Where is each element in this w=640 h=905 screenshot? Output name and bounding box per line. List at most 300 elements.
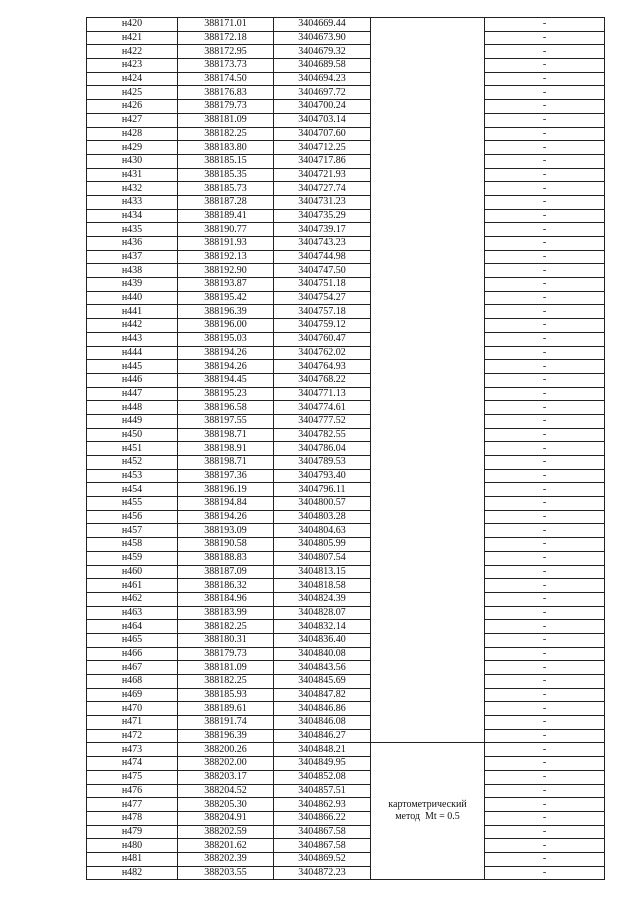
table-row xyxy=(87,579,605,593)
y-coordinate-cell: 3404721.93 xyxy=(274,168,371,182)
point-name-cell: н439 xyxy=(87,278,178,292)
x-coordinate-cell: 388188.83 xyxy=(178,551,274,565)
point-name-cell: н447 xyxy=(87,387,178,401)
accuracy-mark-cell: - xyxy=(485,538,605,552)
y-coordinate-cell: 3404673.90 xyxy=(274,31,371,45)
y-coordinate-cell: 3404805.99 xyxy=(274,538,371,552)
accuracy-mark-cell: - xyxy=(485,250,605,264)
table-row xyxy=(87,729,605,743)
point-name-cell: н475 xyxy=(87,770,178,784)
x-coordinate-cell: 388179.73 xyxy=(178,647,274,661)
point-name-cell: н432 xyxy=(87,182,178,196)
point-name-cell: н458 xyxy=(87,538,178,552)
accuracy-mark-cell: - xyxy=(485,305,605,319)
x-coordinate-cell: 388196.39 xyxy=(178,729,274,743)
table-row xyxy=(87,291,605,305)
accuracy-mark-cell: - xyxy=(485,72,605,86)
y-coordinate-cell: 3404762.02 xyxy=(274,346,371,360)
y-coordinate-cell: 3404846.08 xyxy=(274,716,371,730)
point-name-cell: н460 xyxy=(87,565,178,579)
point-name-cell: н463 xyxy=(87,606,178,620)
y-coordinate-cell: 3404760.47 xyxy=(274,332,371,346)
table-row xyxy=(87,702,605,716)
x-coordinate-cell: 388180.31 xyxy=(178,633,274,647)
point-name-cell: н466 xyxy=(87,647,178,661)
x-coordinate-cell: 388176.83 xyxy=(178,86,274,100)
y-coordinate-cell: 3404824.39 xyxy=(274,592,371,606)
table-row xyxy=(87,538,605,552)
x-coordinate-cell: 388174.50 xyxy=(178,72,274,86)
y-coordinate-cell: 3404849.95 xyxy=(274,757,371,771)
accuracy-mark-cell: - xyxy=(485,428,605,442)
point-name-cell: н427 xyxy=(87,113,178,127)
table-row xyxy=(87,866,605,880)
table-row xyxy=(87,182,605,196)
table-row xyxy=(87,346,605,360)
table-row xyxy=(87,469,605,483)
y-coordinate-cell: 3404754.27 xyxy=(274,291,371,305)
table-row xyxy=(87,483,605,497)
x-coordinate-cell: 388185.93 xyxy=(178,688,274,702)
x-coordinate-cell: 388185.73 xyxy=(178,182,274,196)
y-coordinate-cell: 3404786.04 xyxy=(274,442,371,456)
x-coordinate-cell: 388192.13 xyxy=(178,250,274,264)
y-coordinate-cell: 3404862.93 xyxy=(274,798,371,812)
accuracy-mark-cell: - xyxy=(485,839,605,853)
point-name-cell: н462 xyxy=(87,592,178,606)
x-coordinate-cell: 388198.71 xyxy=(178,456,274,470)
accuracy-mark-cell: - xyxy=(485,811,605,825)
accuracy-mark-cell: - xyxy=(485,86,605,100)
point-name-cell: н421 xyxy=(87,31,178,45)
y-coordinate-cell: 3404800.57 xyxy=(274,497,371,511)
x-coordinate-cell: 388200.26 xyxy=(178,743,274,757)
point-name-cell: н473 xyxy=(87,743,178,757)
accuracy-mark-cell: - xyxy=(485,784,605,798)
point-name-cell: н438 xyxy=(87,264,178,278)
y-coordinate-cell: 3404813.15 xyxy=(274,565,371,579)
x-coordinate-cell: 388204.52 xyxy=(178,784,274,798)
x-coordinate-cell: 388183.99 xyxy=(178,606,274,620)
x-coordinate-cell: 388195.03 xyxy=(178,332,274,346)
accuracy-mark-cell: - xyxy=(485,141,605,155)
y-coordinate-cell: 3404669.44 xyxy=(274,18,371,32)
point-name-cell: н429 xyxy=(87,141,178,155)
y-coordinate-cell: 3404707.60 xyxy=(274,127,371,141)
x-coordinate-cell: 388181.09 xyxy=(178,661,274,675)
point-name-cell: н480 xyxy=(87,839,178,853)
table-row xyxy=(87,811,605,825)
point-name-cell: н422 xyxy=(87,45,178,59)
table-row xyxy=(87,278,605,292)
x-coordinate-cell: 388195.23 xyxy=(178,387,274,401)
table-row xyxy=(87,675,605,689)
point-name-cell: н446 xyxy=(87,373,178,387)
table-row xyxy=(87,414,605,428)
accuracy-mark-cell: - xyxy=(485,497,605,511)
y-coordinate-cell: 3404689.58 xyxy=(274,59,371,73)
table-row xyxy=(87,59,605,73)
accuracy-mark-cell: - xyxy=(485,688,605,702)
accuracy-mark-cell: - xyxy=(485,647,605,661)
accuracy-mark-cell: - xyxy=(485,620,605,634)
y-coordinate-cell: 3404867.58 xyxy=(274,825,371,839)
accuracy-mark-cell: - xyxy=(485,524,605,538)
x-coordinate-cell: 388189.61 xyxy=(178,702,274,716)
coordinates-table-body xyxy=(87,18,605,880)
point-name-cell: н437 xyxy=(87,250,178,264)
accuracy-mark-cell: - xyxy=(485,127,605,141)
table-row xyxy=(87,688,605,702)
point-name-cell: н420 xyxy=(87,18,178,32)
y-coordinate-cell: 3404739.17 xyxy=(274,223,371,237)
x-coordinate-cell: 388204.91 xyxy=(178,811,274,825)
table-row xyxy=(87,401,605,415)
x-coordinate-cell: 388191.74 xyxy=(178,716,274,730)
table-row xyxy=(87,716,605,730)
y-coordinate-cell: 3404744.98 xyxy=(274,250,371,264)
x-coordinate-cell: 388194.45 xyxy=(178,373,274,387)
x-coordinate-cell: 388182.25 xyxy=(178,127,274,141)
y-coordinate-cell: 3404845.69 xyxy=(274,675,371,689)
x-coordinate-cell: 388194.26 xyxy=(178,346,274,360)
point-name-cell: н436 xyxy=(87,237,178,251)
point-name-cell: н428 xyxy=(87,127,178,141)
point-name-cell: н461 xyxy=(87,579,178,593)
x-coordinate-cell: 388198.91 xyxy=(178,442,274,456)
table-row xyxy=(87,757,605,771)
point-name-cell: н467 xyxy=(87,661,178,675)
x-coordinate-cell: 388179.73 xyxy=(178,100,274,114)
table-row xyxy=(87,620,605,634)
point-name-cell: н441 xyxy=(87,305,178,319)
point-name-cell: н478 xyxy=(87,811,178,825)
accuracy-mark-cell: - xyxy=(485,456,605,470)
accuracy-mark-cell: - xyxy=(485,729,605,743)
point-name-cell: н465 xyxy=(87,633,178,647)
table-row xyxy=(87,647,605,661)
point-name-cell: н474 xyxy=(87,757,178,771)
x-coordinate-cell: 388205.30 xyxy=(178,798,274,812)
accuracy-mark-cell: - xyxy=(485,852,605,866)
x-coordinate-cell: 388190.58 xyxy=(178,538,274,552)
accuracy-mark-cell: - xyxy=(485,360,605,374)
accuracy-mark-cell: - xyxy=(485,264,605,278)
y-coordinate-cell: 3404869.52 xyxy=(274,852,371,866)
accuracy-mark-cell: - xyxy=(485,195,605,209)
table-row xyxy=(87,839,605,853)
accuracy-mark-cell: - xyxy=(485,387,605,401)
table-row xyxy=(87,592,605,606)
y-coordinate-cell: 3404796.11 xyxy=(274,483,371,497)
x-coordinate-cell: 388184.96 xyxy=(178,592,274,606)
accuracy-mark-cell: - xyxy=(485,373,605,387)
x-coordinate-cell: 388193.09 xyxy=(178,524,274,538)
x-coordinate-cell: 388196.00 xyxy=(178,319,274,333)
table-row xyxy=(87,551,605,565)
y-coordinate-cell: 3404731.23 xyxy=(274,195,371,209)
x-coordinate-cell: 388202.39 xyxy=(178,852,274,866)
accuracy-mark-cell: - xyxy=(485,100,605,114)
point-name-cell: н476 xyxy=(87,784,178,798)
accuracy-mark-cell: - xyxy=(485,182,605,196)
point-name-cell: н452 xyxy=(87,456,178,470)
y-coordinate-cell: 3404807.54 xyxy=(274,551,371,565)
y-coordinate-cell: 3404847.82 xyxy=(274,688,371,702)
point-name-cell: н457 xyxy=(87,524,178,538)
point-name-cell: н456 xyxy=(87,510,178,524)
table-row xyxy=(87,223,605,237)
y-coordinate-cell: 3404840.08 xyxy=(274,647,371,661)
y-coordinate-cell: 3404771.13 xyxy=(274,387,371,401)
x-coordinate-cell: 388196.19 xyxy=(178,483,274,497)
x-coordinate-cell: 388187.28 xyxy=(178,195,274,209)
y-coordinate-cell: 3404857.51 xyxy=(274,784,371,798)
table-row xyxy=(87,86,605,100)
x-coordinate-cell: 388194.26 xyxy=(178,510,274,524)
point-name-cell: н454 xyxy=(87,483,178,497)
method-label-line1: картометрический xyxy=(388,799,467,811)
y-coordinate-cell: 3404679.32 xyxy=(274,45,371,59)
y-coordinate-cell: 3404703.14 xyxy=(274,113,371,127)
x-coordinate-cell: 388171.01 xyxy=(178,18,274,32)
table-row xyxy=(87,127,605,141)
point-name-cell: н424 xyxy=(87,72,178,86)
table-row xyxy=(87,497,605,511)
x-coordinate-cell: 388187.09 xyxy=(178,565,274,579)
point-name-cell: н455 xyxy=(87,497,178,511)
x-coordinate-cell: 388191.93 xyxy=(178,237,274,251)
accuracy-mark-cell: - xyxy=(485,675,605,689)
point-name-cell: н459 xyxy=(87,551,178,565)
point-name-cell: н431 xyxy=(87,168,178,182)
y-coordinate-cell: 3404751.18 xyxy=(274,278,371,292)
table-row xyxy=(87,373,605,387)
table-row xyxy=(87,18,605,32)
table-row xyxy=(87,319,605,333)
point-name-cell: н472 xyxy=(87,729,178,743)
accuracy-mark-cell: - xyxy=(485,825,605,839)
table-row xyxy=(87,510,605,524)
y-coordinate-cell: 3404735.29 xyxy=(274,209,371,223)
accuracy-mark-cell: - xyxy=(485,866,605,880)
table-row xyxy=(87,456,605,470)
table-row xyxy=(87,209,605,223)
accuracy-mark-cell: - xyxy=(485,346,605,360)
x-coordinate-cell: 388185.15 xyxy=(178,154,274,168)
table-row xyxy=(87,100,605,114)
accuracy-mark-cell: - xyxy=(485,510,605,524)
point-name-cell: н442 xyxy=(87,319,178,333)
x-coordinate-cell: 388183.80 xyxy=(178,141,274,155)
x-coordinate-cell: 388182.25 xyxy=(178,675,274,689)
x-coordinate-cell: 388181.09 xyxy=(178,113,274,127)
table-row xyxy=(87,31,605,45)
point-name-cell: н471 xyxy=(87,716,178,730)
accuracy-mark-cell: - xyxy=(485,743,605,757)
point-name-cell: н464 xyxy=(87,620,178,634)
table-row xyxy=(87,264,605,278)
point-name-cell: н453 xyxy=(87,469,178,483)
y-coordinate-cell: 3404872.23 xyxy=(274,866,371,880)
accuracy-mark-cell: - xyxy=(485,661,605,675)
accuracy-mark-cell: - xyxy=(485,59,605,73)
coordinates-table xyxy=(86,17,605,880)
accuracy-mark-cell: - xyxy=(485,223,605,237)
method-cell-empty xyxy=(371,18,485,743)
y-coordinate-cell: 3404712.25 xyxy=(274,141,371,155)
point-name-cell: н481 xyxy=(87,852,178,866)
point-name-cell: н443 xyxy=(87,332,178,346)
point-name-cell: н451 xyxy=(87,442,178,456)
point-name-cell: н469 xyxy=(87,688,178,702)
y-coordinate-cell: 3404777.52 xyxy=(274,414,371,428)
point-name-cell: н448 xyxy=(87,401,178,415)
table-row xyxy=(87,852,605,866)
x-coordinate-cell: 388196.39 xyxy=(178,305,274,319)
x-coordinate-cell: 388195.42 xyxy=(178,291,274,305)
accuracy-mark-cell: - xyxy=(485,469,605,483)
x-coordinate-cell: 388203.55 xyxy=(178,866,274,880)
accuracy-mark-cell: - xyxy=(485,633,605,647)
point-name-cell: н479 xyxy=(87,825,178,839)
x-coordinate-cell: 388196.58 xyxy=(178,401,274,415)
x-coordinate-cell: 388193.87 xyxy=(178,278,274,292)
accuracy-mark-cell: - xyxy=(485,18,605,32)
point-name-cell: н423 xyxy=(87,59,178,73)
y-coordinate-cell: 3404743.23 xyxy=(274,237,371,251)
table-row xyxy=(87,141,605,155)
method-cell xyxy=(371,743,485,880)
x-coordinate-cell: 388186.32 xyxy=(178,579,274,593)
y-coordinate-cell: 3404828.07 xyxy=(274,606,371,620)
table-row xyxy=(87,45,605,59)
table-row xyxy=(87,154,605,168)
accuracy-mark-cell: - xyxy=(485,757,605,771)
accuracy-mark-cell: - xyxy=(485,237,605,251)
y-coordinate-cell: 3404846.27 xyxy=(274,729,371,743)
accuracy-mark-cell: - xyxy=(485,702,605,716)
x-coordinate-cell: 388192.90 xyxy=(178,264,274,278)
accuracy-mark-cell: - xyxy=(485,319,605,333)
point-name-cell: н468 xyxy=(87,675,178,689)
table-row xyxy=(87,770,605,784)
point-name-cell: н440 xyxy=(87,291,178,305)
table-row xyxy=(87,606,605,620)
x-coordinate-cell: 388202.00 xyxy=(178,757,274,771)
table-row xyxy=(87,113,605,127)
y-coordinate-cell: 3404757.18 xyxy=(274,305,371,319)
y-coordinate-cell: 3404747.50 xyxy=(274,264,371,278)
y-coordinate-cell: 3404793.40 xyxy=(274,469,371,483)
accuracy-mark-cell: - xyxy=(485,565,605,579)
y-coordinate-cell: 3404717.86 xyxy=(274,154,371,168)
point-name-cell: н434 xyxy=(87,209,178,223)
x-coordinate-cell: 388197.36 xyxy=(178,469,274,483)
y-coordinate-cell: 3404836.40 xyxy=(274,633,371,647)
table-row xyxy=(87,72,605,86)
point-name-cell: н444 xyxy=(87,346,178,360)
point-name-cell: н445 xyxy=(87,360,178,374)
x-coordinate-cell: 388189.41 xyxy=(178,209,274,223)
y-coordinate-cell: 3404700.24 xyxy=(274,100,371,114)
x-coordinate-cell: 388201.62 xyxy=(178,839,274,853)
table-row xyxy=(87,784,605,798)
y-coordinate-cell: 3404782.55 xyxy=(274,428,371,442)
table-row xyxy=(87,825,605,839)
accuracy-mark-cell: - xyxy=(485,579,605,593)
accuracy-mark-cell: - xyxy=(485,291,605,305)
point-name-cell: н435 xyxy=(87,223,178,237)
table-row xyxy=(87,250,605,264)
table-row xyxy=(87,798,605,812)
accuracy-mark-cell: - xyxy=(485,551,605,565)
point-name-cell: н482 xyxy=(87,866,178,880)
y-coordinate-cell: 3404694.23 xyxy=(274,72,371,86)
accuracy-mark-cell: - xyxy=(485,113,605,127)
point-name-cell: н477 xyxy=(87,798,178,812)
accuracy-mark-cell: - xyxy=(485,414,605,428)
x-coordinate-cell: 388185.35 xyxy=(178,168,274,182)
y-coordinate-cell: 3404789.53 xyxy=(274,456,371,470)
accuracy-mark-cell: - xyxy=(485,209,605,223)
point-name-cell: н430 xyxy=(87,154,178,168)
y-coordinate-cell: 3404764.93 xyxy=(274,360,371,374)
table-row xyxy=(87,237,605,251)
accuracy-mark-cell: - xyxy=(485,31,605,45)
table-row xyxy=(87,305,605,319)
x-coordinate-cell: 388197.55 xyxy=(178,414,274,428)
point-name-cell: н433 xyxy=(87,195,178,209)
table-row xyxy=(87,428,605,442)
x-coordinate-cell: 388172.18 xyxy=(178,31,274,45)
y-coordinate-cell: 3404774.61 xyxy=(274,401,371,415)
x-coordinate-cell: 388194.84 xyxy=(178,497,274,511)
y-coordinate-cell: 3404759.12 xyxy=(274,319,371,333)
point-name-cell: н426 xyxy=(87,100,178,114)
y-coordinate-cell: 3404697.72 xyxy=(274,86,371,100)
accuracy-mark-cell: - xyxy=(485,716,605,730)
point-name-cell: н425 xyxy=(87,86,178,100)
x-coordinate-cell: 388202.59 xyxy=(178,825,274,839)
y-coordinate-cell: 3404727.74 xyxy=(274,182,371,196)
table-row xyxy=(87,661,605,675)
table-row xyxy=(87,565,605,579)
x-coordinate-cell: 388198.71 xyxy=(178,428,274,442)
x-coordinate-cell: 388190.77 xyxy=(178,223,274,237)
accuracy-mark-cell: - xyxy=(485,332,605,346)
y-coordinate-cell: 3404846.86 xyxy=(274,702,371,716)
accuracy-mark-cell: - xyxy=(485,592,605,606)
x-coordinate-cell: 388194.26 xyxy=(178,360,274,374)
table-row xyxy=(87,332,605,346)
accuracy-mark-cell: - xyxy=(485,798,605,812)
x-coordinate-cell: 388203.17 xyxy=(178,770,274,784)
table-row xyxy=(87,633,605,647)
y-coordinate-cell: 3404804.63 xyxy=(274,524,371,538)
point-name-cell: н450 xyxy=(87,428,178,442)
y-coordinate-cell: 3404848.21 xyxy=(274,743,371,757)
accuracy-mark-cell: - xyxy=(485,401,605,415)
y-coordinate-cell: 3404768.22 xyxy=(274,373,371,387)
y-coordinate-cell: 3404818.58 xyxy=(274,579,371,593)
x-coordinate-cell: 388172.95 xyxy=(178,45,274,59)
table-row xyxy=(87,195,605,209)
accuracy-mark-cell: - xyxy=(485,45,605,59)
point-name-cell: н449 xyxy=(87,414,178,428)
table-row xyxy=(87,387,605,401)
table-row xyxy=(87,360,605,374)
